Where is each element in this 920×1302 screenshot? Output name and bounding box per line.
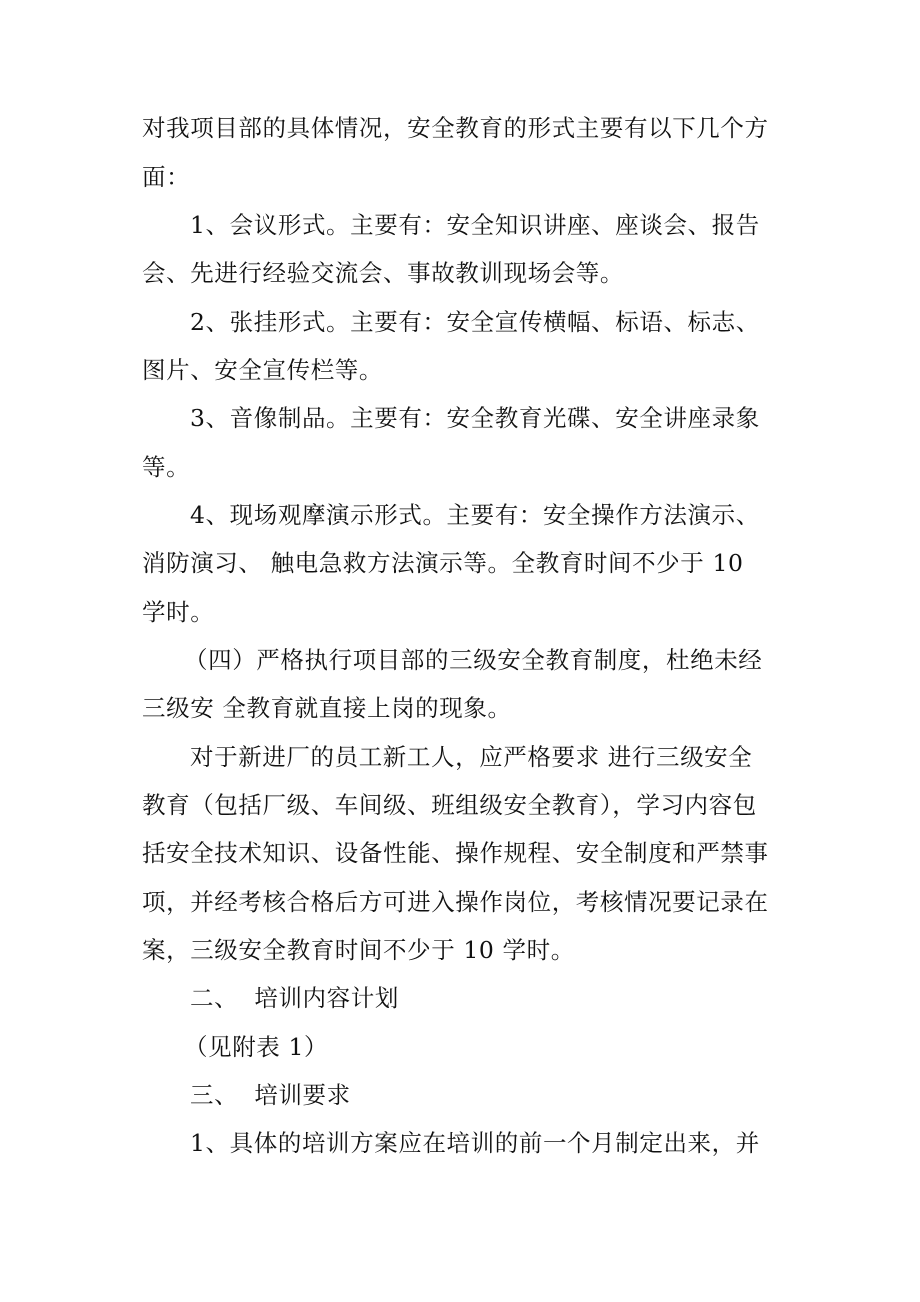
text-line: 等。	[142, 453, 191, 481]
text-line: 消防演习、 触电急救方法演示等。全教育时间不少于 10	[142, 549, 744, 577]
text-line: 会、先进行经验交流会、事故教训现场会等。	[142, 259, 624, 287]
text-line: （见附表 1）	[184, 1033, 329, 1061]
section-heading: 二、 培训内容计划	[190, 984, 399, 1012]
text-line: 图片、安全宣传栏等。	[142, 356, 383, 384]
text-line: 2、张挂形式。主要有：安全宣传横幅、标语、标志、	[190, 308, 760, 336]
text-line: （四）严格执行项目部的三级安全教育制度，杜绝未经	[184, 646, 763, 674]
text-line: 教育（包括厂级、车间级、班组级安全教育），学习内容包	[142, 791, 757, 819]
text-line: 1、会议形式。主要有：安全知识讲座、座谈会、报告	[190, 211, 760, 239]
text-line: 案，三级安全教育时间不少于 10 学时。	[142, 936, 575, 964]
text-line: 对我项目部的具体情况，安全教育的形式主要有以下几个方	[142, 114, 769, 142]
text-line: 3、音像制品。主要有：安全教育光碟、安全讲座录象	[190, 404, 760, 432]
section-heading: 三、 培训要求	[190, 1081, 351, 1109]
text-line: 括安全技术知识、设备性能、操作规程、安全制度和严禁事	[142, 839, 769, 867]
text-line: 1、具体的培训方案应在培训的前一个月制定出来，并	[190, 1129, 760, 1157]
text-line: 面：	[142, 163, 191, 191]
text-line: 对于新进厂的员工新工人，应严格要求 进行三级安全	[190, 743, 753, 771]
text-line: 学时。	[142, 598, 215, 626]
text-line: 项，并经考核合格后方可进入操作岗位，考核情况要记录在	[142, 888, 769, 916]
text-line: 4、现场观摩演示形式。主要有：安全操作方法演示、	[190, 501, 760, 529]
text-line: 三级安 全教育就直接上岗的现象。	[142, 694, 512, 722]
